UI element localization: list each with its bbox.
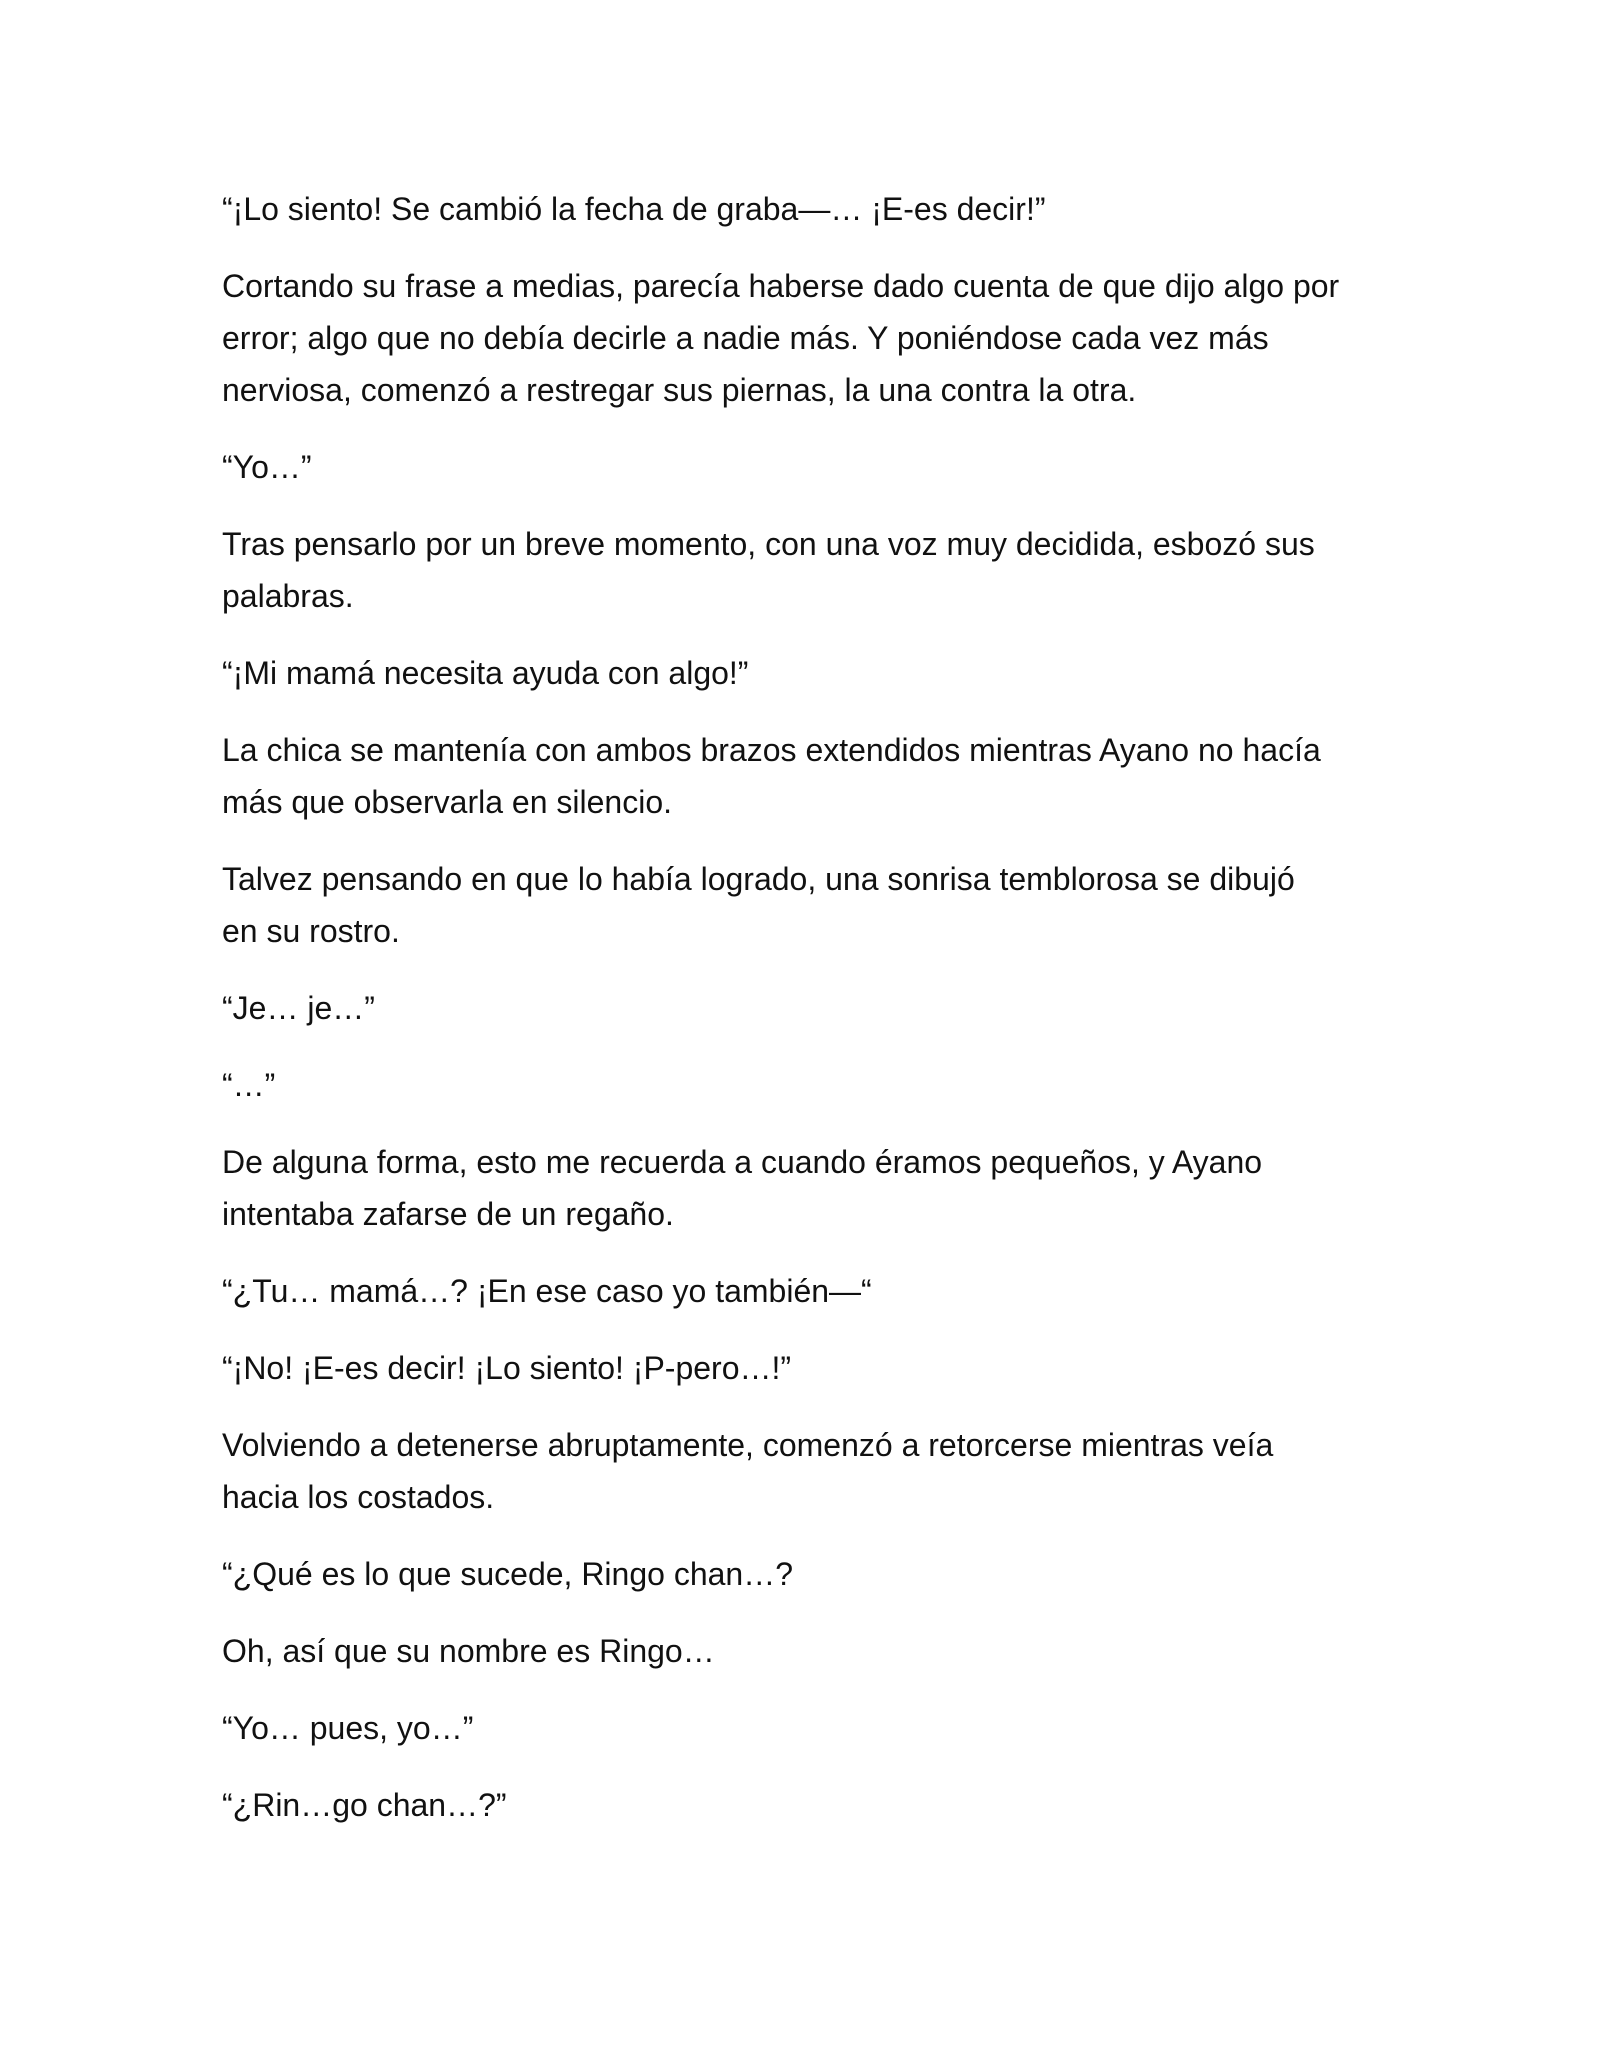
paragraph-1: “¡Lo siento! Se cambió la fecha de graba—… ¡E-es decir!”: [222, 191, 1046, 227]
paragraph-17: “¿Rin…go chan…?”: [222, 1787, 507, 1823]
paragraph-10: De alguna forma, esto me recuerda a cuando éramos pequeños, y Ayano intentaba zafarse de un regaño.: [222, 1144, 1263, 1232]
paragraph-6: La chica se mantenía con ambos brazos extendidos mientras Ayano no hacía más que observarla en silencio.: [222, 732, 1321, 820]
paragraph-14: “¿Qué es lo que sucede, Ringo chan…?: [222, 1556, 793, 1592]
paragraph-11: “¿Tu… mamá…? ¡En ese caso yo también—“: [222, 1273, 872, 1309]
document-page: [222, 183, 1402, 1856]
paragraph-4: Tras pensarlo por un breve momento, con una voz muy decidida, esbozó sus palabras.: [222, 526, 1315, 614]
paragraph-2: Cortando su frase a medias, parecía haberse dado cuenta de que dijo algo por error; algo que no debía decirle a nadie más. Y poniéndose cada vez más nerviosa, comenzó a restregar sus piernas, la una contra la otra.: [222, 268, 1340, 408]
paragraph-9: “…”: [222, 1067, 276, 1103]
paragraph-7: Talvez pensando en que lo había logrado, una sonrisa temblorosa se dibujó en su rostro.: [222, 861, 1295, 949]
paragraph-13: Volviendo a detenerse abruptamente, comenzó a retorcerse mientras veía hacia los costados.: [222, 1427, 1274, 1515]
paragraph-8: “Je… je…”: [222, 990, 375, 1026]
paragraph-5: “¡Mi mamá necesita ayuda con algo!”: [222, 655, 749, 691]
paragraph-12: “¡No! ¡E-es decir! ¡Lo siento! ¡P-pero…!”: [222, 1350, 792, 1386]
paragraph-16: “Yo… pues, yo…”: [222, 1710, 474, 1746]
paragraph-3: “Yo…”: [222, 449, 312, 485]
paragraph-15: Oh, así que su nombre es Ringo…: [222, 1633, 715, 1669]
